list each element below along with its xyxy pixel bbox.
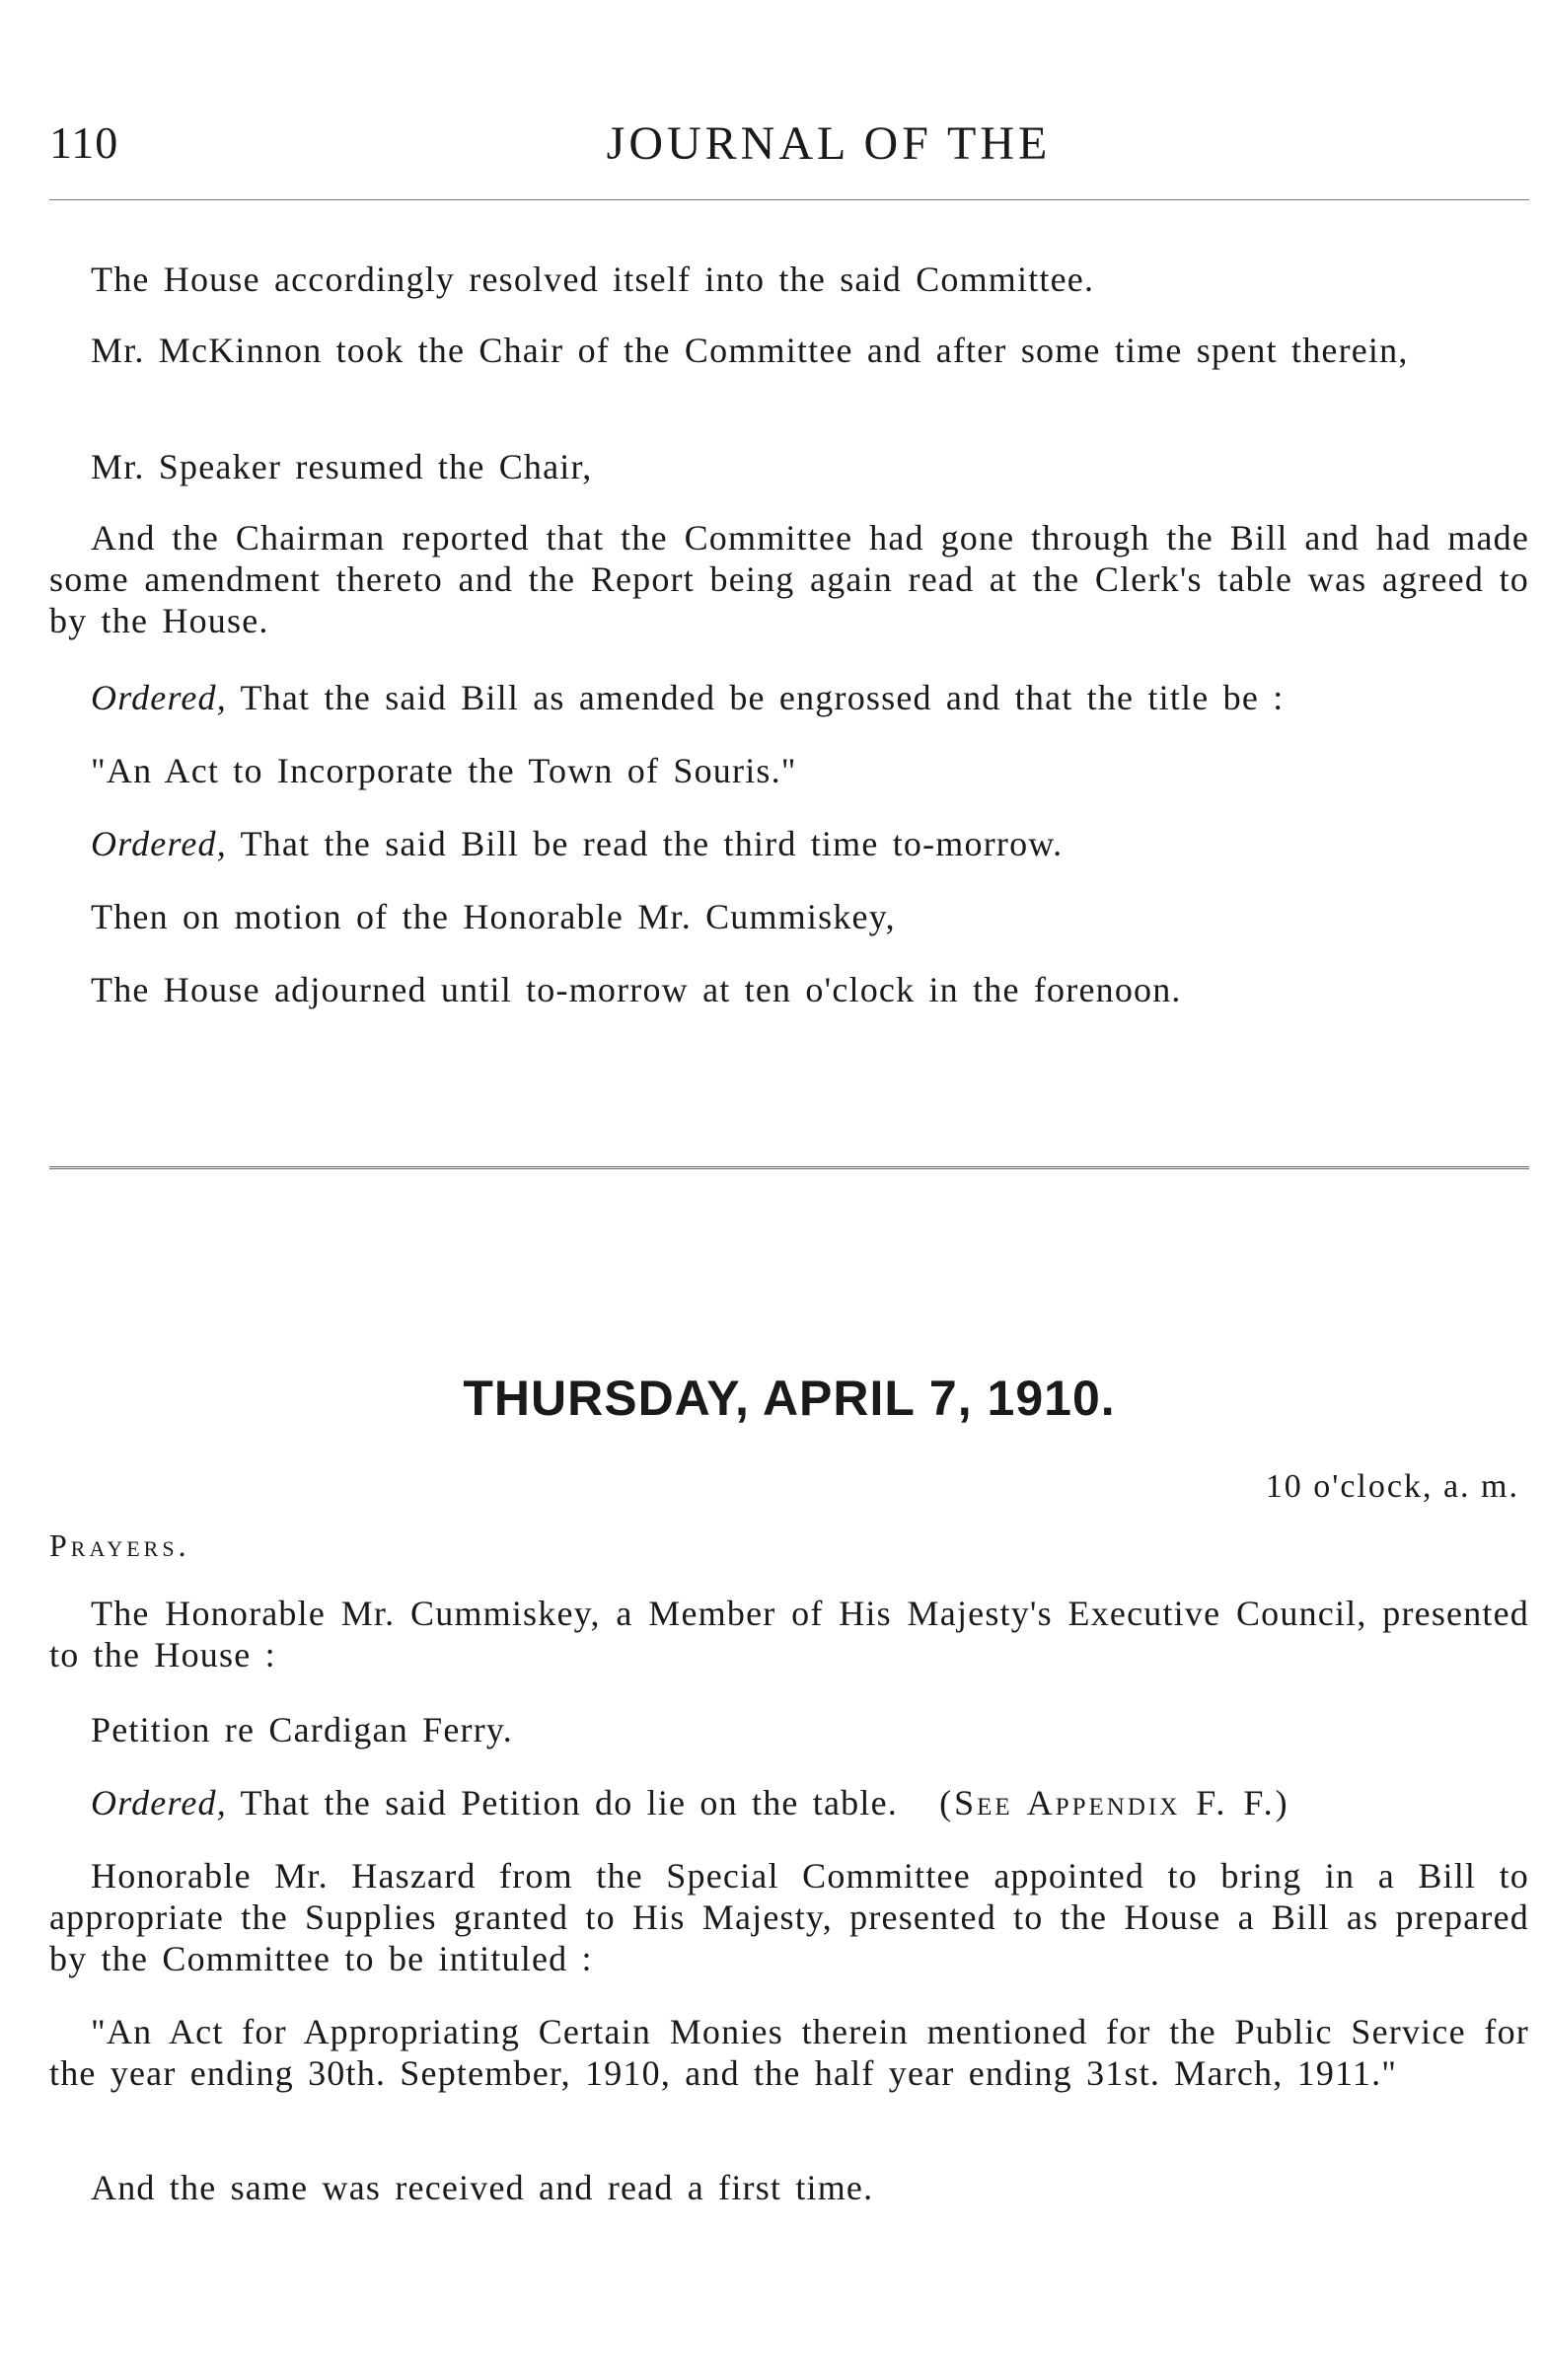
paragraph-speaker-resumed: Mr. Speaker resumed the Chair, <box>91 447 593 486</box>
paragraph-mckinnon-chair: Mr. McKinnon took the Chair of the Committee and after some time spent therein, <box>91 331 1409 370</box>
paragraph-motion: Then on motion of the Honorable Mr. Cummiskey, <box>91 897 896 936</box>
appendix-reference: (See Appendix F. F.) <box>939 1783 1290 1822</box>
paragraph-first-reading: And the same was received and read a first time. <box>91 2168 874 2207</box>
ordered-text: That the said Petition do lie on the table. <box>240 1783 898 1822</box>
paragraph-cummiskey-presented: The Honorable Mr. Cummiskey, a Member of His Majesty's Executive Council, presented to the House : <box>49 1594 1529 1674</box>
section-divider <box>49 1166 1529 1169</box>
prayers-label: Prayers. <box>49 1527 190 1563</box>
paragraph-ordered-third-reading <box>91 823 1531 864</box>
ordered-label: Ordered, <box>91 824 227 863</box>
page-header <box>49 116 1529 176</box>
paragraph-haszard: Honorable Mr. Haszard from the Special Committee appointed to bring in a Bill to appropriate the Supplies granted to His Majesty, presented to the House a Bill as prepared by the Committee to be intituled : <box>49 1856 1529 1978</box>
date-heading: THURSDAY, APRIL 7, 1910. <box>463 1371 1116 1426</box>
ordered-text: That the said Bill be read the third time to-morrow. <box>240 824 1064 863</box>
header-rule <box>49 199 1529 200</box>
ordered-text: That the said Bill as amended be engrossed and that the title be : <box>240 678 1285 717</box>
sitting-time: 10 o'clock, a. m. <box>1265 1468 1519 1505</box>
page-number: 110 <box>49 117 119 168</box>
paragraph-petition: Petition re Cardigan Ferry. <box>91 1710 513 1749</box>
paragraph-house-resolved: The House accordingly resolved itself into the said Committee. <box>91 260 1095 299</box>
running-title: JOURNAL OF THE <box>606 117 1052 170</box>
act-title-supply: "An Act for Appropriating Certain Monies therein mentioned for the Public Service for the year ending 30th. September, 1910, and the half year ending 31st. March, 1911." <box>49 2012 1529 2093</box>
ordered-label: Ordered, <box>91 678 227 717</box>
paragraph-ordered-petition <box>91 1782 1531 1823</box>
paragraph-chairman-reported: And the Chairman reported that the Committee had gone through the Bill and had made some amendment thereto and the Report being again read at the Clerk's table was agreed to by the House. <box>49 518 1529 640</box>
act-title-souris: "An Act to Incorporate the Town of Souris." <box>91 751 797 790</box>
paragraph-ordered-engrossed <box>91 677 1531 718</box>
paragraph-adjourned: The House adjourned until to-morrow at ten o'clock in the forenoon. <box>91 970 1182 1009</box>
ordered-label: Ordered, <box>91 1783 227 1822</box>
